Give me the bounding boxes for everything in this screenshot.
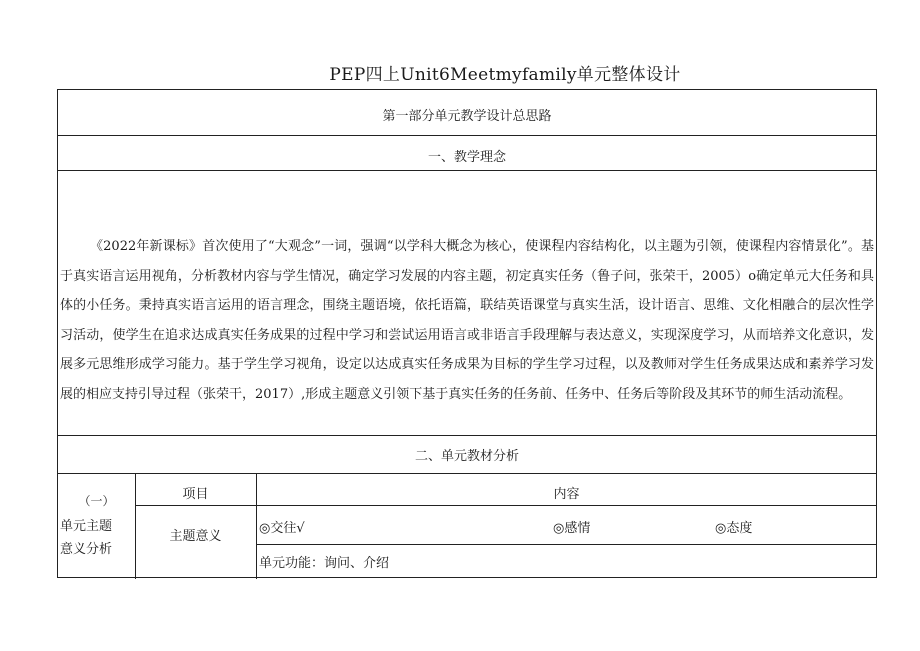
theme-meaning-label: 主题意义 bbox=[169, 529, 222, 544]
item-column-header: 项目 bbox=[182, 487, 209, 502]
paragraph-text: 《2022年新课标》首次使用了“大观念”一词，强调“以学科大概念为核心，使课程内容结构化，以主题为引领，使课程内容情景化”。基于真实语言运用视角，分析教材内容与学生情况，确定学习发展的内容主题，初定真实任务（鲁子问，张荣干，2005）o确定单元大任务和具体的小任务。秉持真实语言运用的语言理念，围绕主题语境，依托语篇，联结英语课堂与真实生活，设计语言、思维、文化相融合的层次性学习活动，使学生在追求达成真实任务成果的过程中学习和尝试运用语言或非语言手段理解与表达意义，实现深度学习，从而培养文化意识，发展多元思维形成学习能力。基于学生学习视角，设定以达成真实任务成果为目标的学生学习过程，以及教师对学生任务成果达成和素养学习发展的相应支持引导过程（张荣干，2017）,形成主题意义引领下基于真实任务的任务前、任务中、任务后等阶段及其环节的师生活动流程。 bbox=[60, 239, 874, 402]
design-table bbox=[57, 89, 877, 578]
document-title: PEP四上Unit6Meetmyfamily单元整体设计 bbox=[329, 65, 681, 85]
option-communication: ◎交往√ bbox=[259, 521, 305, 536]
side-label-line: 意义分析 bbox=[60, 542, 113, 557]
section-two-heading: 二、单元教材分析 bbox=[414, 449, 519, 464]
divider bbox=[256, 544, 877, 545]
option-attitude: ◎态度 bbox=[715, 521, 753, 536]
divider bbox=[135, 505, 877, 506]
part-one-heading: 第一部分单元教学设计总思路 bbox=[382, 109, 552, 124]
section-one-heading: 一、教学理念 bbox=[427, 150, 506, 165]
unit-function: 单元功能：询问、介绍 bbox=[259, 556, 390, 571]
side-label-number: （一） bbox=[78, 494, 115, 508]
divider bbox=[58, 473, 876, 474]
divider bbox=[58, 435, 876, 436]
teaching-philosophy-paragraph bbox=[60, 232, 874, 409]
divider bbox=[58, 170, 876, 171]
content-column-header: 内容 bbox=[553, 487, 580, 502]
option-emotion: ◎感情 bbox=[553, 521, 591, 536]
side-label-line: 单元主题 bbox=[60, 519, 113, 534]
divider bbox=[58, 135, 876, 136]
